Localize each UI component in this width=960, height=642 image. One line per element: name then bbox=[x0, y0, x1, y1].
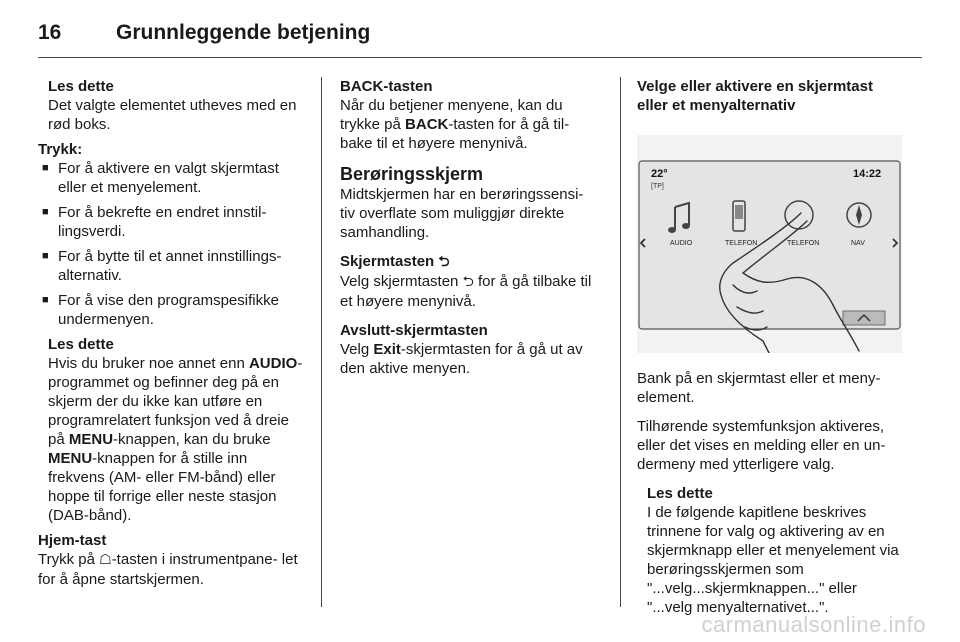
page-header bbox=[38, 18, 370, 48]
note-selected-element bbox=[38, 77, 306, 134]
exit-key-text: Velg Exit-skjermtasten for å gå ut av den aktive menyen. bbox=[340, 341, 583, 377]
screen-icon-label: AUDIO bbox=[670, 240, 693, 247]
list-item: ■ For å aktivere en valgt skjermtast eller et menyelement. bbox=[42, 160, 279, 196]
screen-key-text: Velg skjermtasten ⮌ for å gå tilbake til et høyere menynivå. bbox=[340, 273, 592, 310]
exit-key-label: Exit bbox=[373, 341, 401, 358]
bullet-square-icon: ■ bbox=[42, 162, 49, 174]
home-icon: ☖ bbox=[99, 552, 112, 568]
home-key-heading: Hjem-tast bbox=[38, 532, 107, 549]
list-item: ■ For å vise den programspesifikke undermenyen. bbox=[42, 292, 279, 328]
note-title: Les dette bbox=[48, 78, 114, 95]
menu-key-label: MENU bbox=[68, 431, 114, 448]
activation-text: Tilhørende systemfunksjon aktiveres, eller det vises en melding eller en un- dermeny med ytterligere valg. bbox=[637, 418, 886, 473]
audio-key-label: AUDIO bbox=[248, 355, 298, 372]
exit-key-heading: Avslutt-skjermtasten bbox=[340, 322, 488, 339]
header-divider bbox=[38, 57, 922, 58]
touchscreen-illustration-svg bbox=[637, 135, 902, 353]
column-1 bbox=[38, 77, 306, 599]
page-title: Grunnleggende betjening bbox=[116, 21, 371, 44]
note-title: Les dette bbox=[48, 336, 114, 353]
screen-icon-label: TELEFON bbox=[787, 240, 820, 247]
page-number: 16 bbox=[38, 21, 62, 44]
touchscreen-text: Midtskjermen har en berøringssensi- tiv overflate som muliggjør direkte samhandling. bbox=[340, 186, 584, 241]
bullet-square-icon: ■ bbox=[42, 294, 49, 306]
screen-key-heading: Skjermtasten ⮌ bbox=[340, 253, 450, 270]
press-label: Trykk: bbox=[38, 141, 83, 158]
note-title: Les dette bbox=[647, 485, 713, 502]
watermark: carmanualsonline.info bbox=[701, 612, 926, 637]
screen-temperature: 22° bbox=[651, 168, 668, 180]
select-heading: Velge eller aktivere en skjermtast eller et menyalternativ bbox=[637, 78, 873, 114]
back-arrow-icon: ⮌ bbox=[438, 254, 450, 270]
screen-time: 14:22 bbox=[853, 168, 882, 180]
note-following-chapters bbox=[637, 484, 902, 617]
tap-text: Bank på en skjermtast eller et meny- element. bbox=[637, 370, 881, 406]
note-text: Det valgte elementet utheves med en rød boks. bbox=[48, 97, 297, 133]
note-text: I de følgende kapitlene beskrives trinnene for valg og aktivering av en skjermknapp eller et menyelement via berøringsskjermen som "...velg...skjermknappen..." eller "...velg menyalternativet...". bbox=[647, 504, 899, 616]
column-2 bbox=[340, 77, 602, 388]
touchscreen-illustration bbox=[637, 135, 902, 353]
screen-icon-label: NAV bbox=[851, 240, 865, 247]
column-divider-2 bbox=[620, 77, 621, 607]
column-3 bbox=[637, 77, 902, 623]
note-menu-knob: Les dette Hvis du bruker noe annet enn AUDIO-programmet og befinner deg på en skjerm der du ikke kan utføre en programrelatert funksjon ved å dreie på MENU-knappen, kan du bruke MENU-knappen for å stille inn frekvens (AM- eller FM-bånd) eller hoppe til forrige eller neste stasjon (DAB-bånd). bbox=[38, 335, 306, 525]
menu-key-label: MENU bbox=[48, 450, 93, 467]
touchscreen-heading: Berøringsskjerm bbox=[340, 164, 484, 184]
back-key-text: Når du betjener menyene, kan du trykke på BACK-tasten for å gå til- bake til et høyere menynivå. bbox=[340, 97, 570, 152]
back-key-label: BACK bbox=[405, 116, 449, 133]
screen-icon-label: TELEFON bbox=[725, 240, 758, 247]
list-item: ■ For å bytte til et annet innstillings- alternativ. bbox=[42, 248, 282, 284]
screen-tp-label: [TP] bbox=[651, 183, 664, 190]
back-key-heading: BACK-tasten bbox=[340, 78, 433, 95]
list-item: ■ For å bekrefte en endret innstil- lingsverdi. bbox=[42, 204, 267, 240]
back-arrow-icon: ⮌ bbox=[462, 274, 474, 290]
home-key-text: Trykk på ☖-tasten i instrumentpane- let for å åpne startskjermen. bbox=[38, 551, 298, 588]
bullet-square-icon: ■ bbox=[42, 206, 49, 218]
screen-up-key bbox=[843, 311, 885, 325]
bullet-square-icon: ■ bbox=[42, 250, 49, 262]
column-divider-1 bbox=[321, 77, 322, 607]
press-list bbox=[38, 159, 306, 329]
